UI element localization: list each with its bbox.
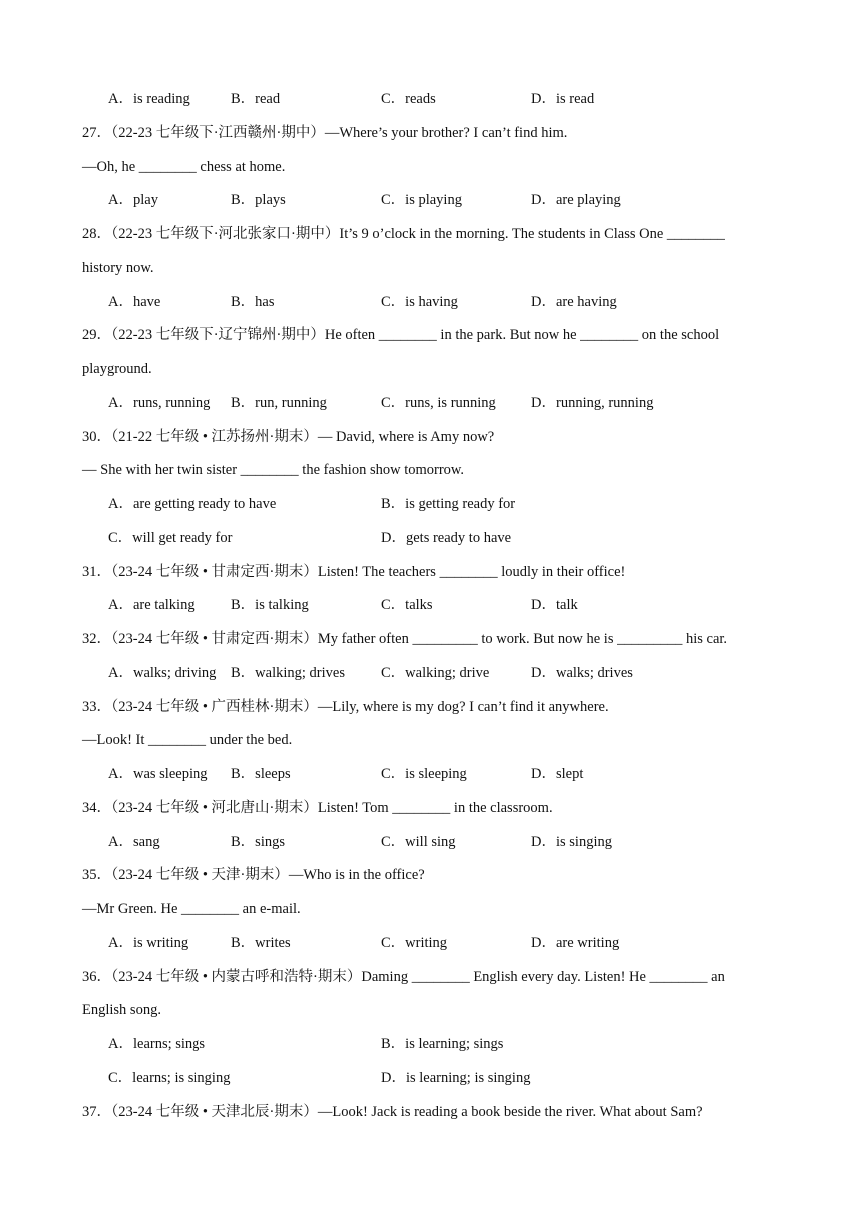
option-b — [231, 88, 280, 110]
option-text: is playing — [405, 192, 462, 209]
option-letter: A． — [108, 496, 133, 512]
option-letter: D． — [531, 394, 556, 411]
option-a — [108, 88, 190, 110]
option-letter: D． — [531, 192, 556, 209]
option-text: is learning; sings — [405, 1036, 504, 1052]
option-letter: B． — [381, 496, 406, 512]
option-letter: A． — [108, 91, 133, 107]
option-c — [381, 392, 496, 414]
option-letter: D． — [531, 766, 556, 782]
option-text: sang — [132, 833, 160, 850]
option-c — [381, 189, 462, 211]
option-b — [231, 932, 291, 954]
option-c — [381, 88, 436, 110]
question-stem: 30．（21-22 七年级 • 江苏扬州·期末）— David, where is Amy now? — [82, 428, 495, 445]
option-letter: A． — [108, 192, 133, 209]
option-text: is read — [555, 91, 595, 107]
option-letter: D． — [531, 293, 556, 310]
question-continuation: — She with her twin sister ________ the fashion show tomorrow. — [82, 462, 465, 479]
option-text: runs, is running — [405, 394, 496, 411]
option-b — [231, 594, 309, 616]
question-stem: 35．（23-24 七年级 • 天津·期末）—Who is in the office? — [82, 867, 425, 884]
option-b — [381, 1033, 503, 1055]
option-b — [231, 763, 291, 785]
option-text: walking; drives — [255, 664, 345, 681]
option-text: walks; driving — [132, 664, 217, 681]
question-stem: 34．（23-24 七年级 • 河北唐山·期末）Listen! Tom ________ in the classroom. — [82, 799, 553, 816]
option-letter: C． — [108, 1069, 133, 1086]
option-text: is sleeping — [405, 766, 467, 782]
option-text: writes — [255, 934, 291, 951]
option-letter: C． — [381, 192, 406, 209]
question-stem: 28．（22-23 七年级下·河北张家口·期中）It’s 9 o’clock in the morning. The students in Class One ________ — [82, 226, 725, 242]
option-letter: A． — [108, 394, 133, 411]
option-letter: B． — [231, 597, 256, 614]
question-stem: 29．（22-23 七年级下·辽宁锦州·期中）He often ________ in the park. But now he ________ on the school — [82, 327, 720, 344]
option-a — [108, 662, 216, 684]
option-d — [531, 831, 612, 853]
option-b — [381, 493, 515, 515]
option-text: are getting ready to have — [132, 496, 277, 512]
option-text: is learning; is singing — [405, 1069, 531, 1086]
option-text: are having — [555, 293, 617, 310]
option-letter: A． — [108, 597, 133, 614]
option-d — [531, 189, 621, 211]
option-c — [381, 831, 456, 853]
option-text: is reading — [132, 91, 190, 107]
option-c — [381, 763, 467, 785]
question-stem: 31．（23-24 七年级 • 甘肃定西·期末）Listen! The teachers ________ loudly in their office! — [82, 563, 626, 580]
option-letter: D． — [531, 91, 556, 107]
option-a — [108, 763, 207, 785]
option-text: learns; is singing — [132, 1069, 231, 1086]
option-c — [381, 662, 489, 684]
question-stem: 27．（22-23 七年级下·江西赣州·期中）—Where’s your brother? I can’t find him. — [82, 124, 568, 141]
question-stem: 32．（23-24 七年级 • 甘肃定西·期末）My father often _________ to work. But now he is _________ his car. — [82, 631, 728, 647]
option-letter: A． — [108, 664, 133, 681]
option-text: running, running — [555, 394, 654, 411]
question-continuation: —Oh, he ________ chess at home. — [82, 158, 286, 175]
option-d — [531, 392, 653, 414]
option-letter: D． — [381, 529, 406, 546]
option-b — [231, 189, 286, 211]
option-b — [231, 392, 327, 414]
option-text: reads — [405, 91, 436, 107]
option-d — [531, 594, 578, 616]
option-a — [108, 392, 210, 414]
option-text: is having — [405, 293, 458, 310]
option-letter: B． — [231, 934, 256, 951]
option-letter: D． — [531, 597, 556, 614]
option-c — [381, 932, 447, 954]
question-continuation: playground. — [82, 361, 152, 377]
option-letter: C． — [381, 766, 406, 782]
question-stem: 33．（23-24 七年级 • 广西桂林·期末）—Lily, where is my dog? I can’t find it anywhere. — [82, 698, 609, 715]
option-c — [381, 291, 458, 313]
option-text: read — [255, 91, 281, 107]
option-letter: A． — [108, 766, 133, 782]
option-letter: C． — [381, 833, 406, 850]
option-letter: C． — [108, 529, 133, 546]
option-letter: B． — [381, 1036, 406, 1052]
option-text: sleeps — [255, 766, 291, 782]
option-a — [108, 1033, 205, 1055]
option-letter: C． — [381, 394, 406, 411]
option-text: plays — [255, 192, 286, 209]
option-a — [108, 831, 160, 853]
option-text: sings — [255, 833, 285, 850]
option-letter: D． — [531, 934, 556, 951]
option-text: writing — [405, 934, 448, 951]
option-letter: B． — [231, 394, 256, 411]
question-continuation: —Mr Green. He ________ an e-mail. — [82, 901, 301, 917]
option-d — [531, 763, 583, 785]
option-c — [108, 1067, 230, 1089]
option-letter: D． — [531, 833, 556, 850]
option-text: is talking — [255, 597, 309, 614]
option-letter: B． — [231, 766, 256, 782]
question-stem: 37．（23-24 七年级 • 天津北辰·期末）—Look! Jack is reading a book beside the river. What about Sam? — [82, 1103, 703, 1120]
option-text: runs, running — [132, 394, 211, 411]
option-d — [381, 1067, 530, 1089]
question-continuation: —Look! It ________ under the bed. — [82, 732, 293, 749]
option-a — [108, 932, 188, 954]
option-text: was sleeping — [132, 766, 208, 782]
option-d — [531, 932, 619, 954]
option-letter: B． — [231, 192, 256, 209]
option-letter: B． — [231, 833, 256, 850]
option-text: will sing — [405, 833, 456, 850]
option-text: walking; drive — [405, 664, 490, 681]
option-c — [108, 527, 232, 549]
option-a — [108, 594, 195, 616]
option-letter: C． — [381, 664, 406, 681]
option-d — [531, 662, 633, 684]
question-continuation: history now. — [82, 259, 154, 276]
option-letter: C． — [381, 934, 406, 951]
option-text: slept — [555, 766, 584, 782]
option-text: is singing — [555, 833, 612, 850]
option-a — [108, 189, 158, 211]
option-letter: B． — [231, 91, 256, 107]
option-text: learns; sings — [132, 1036, 206, 1052]
option-text: are writing — [555, 934, 620, 951]
option-letter: A． — [108, 833, 133, 850]
option-text: are playing — [555, 192, 621, 209]
option-text: talks — [405, 597, 433, 614]
question-stem: 36．（23-24 七年级 • 内蒙古呼和浩特·期末）Daming ________ English every day. Listen! He ________ an — [82, 968, 725, 985]
option-text: will get ready for — [132, 529, 233, 546]
option-letter: A． — [108, 1036, 133, 1052]
option-a — [108, 493, 276, 515]
option-b — [231, 831, 285, 853]
option-letter: D． — [531, 664, 556, 681]
option-letter: A． — [108, 934, 133, 951]
option-letter: D． — [381, 1069, 406, 1086]
option-letter: C． — [381, 597, 406, 614]
option-text: has — [255, 293, 275, 310]
option-letter: B． — [231, 293, 256, 310]
option-letter: C． — [381, 293, 406, 310]
option-d — [531, 291, 617, 313]
option-text: are talking — [132, 597, 195, 614]
option-letter: A． — [108, 293, 133, 310]
option-c — [381, 594, 433, 616]
option-text: run, running — [255, 394, 327, 411]
option-text: gets ready to have — [405, 529, 512, 546]
question-continuation: English song. — [82, 1002, 161, 1019]
option-letter: C． — [381, 91, 406, 107]
option-b — [231, 291, 275, 313]
option-letter: B． — [231, 664, 256, 681]
option-text: play — [132, 192, 158, 209]
option-text: have — [132, 293, 161, 310]
option-text: walks; drives — [555, 664, 633, 681]
option-text: is writing — [132, 934, 189, 951]
option-a — [108, 291, 160, 313]
option-b — [231, 662, 345, 684]
option-d — [381, 527, 511, 549]
option-text: talk — [555, 597, 578, 614]
option-d — [531, 88, 594, 110]
option-text: is getting ready for — [405, 496, 516, 512]
